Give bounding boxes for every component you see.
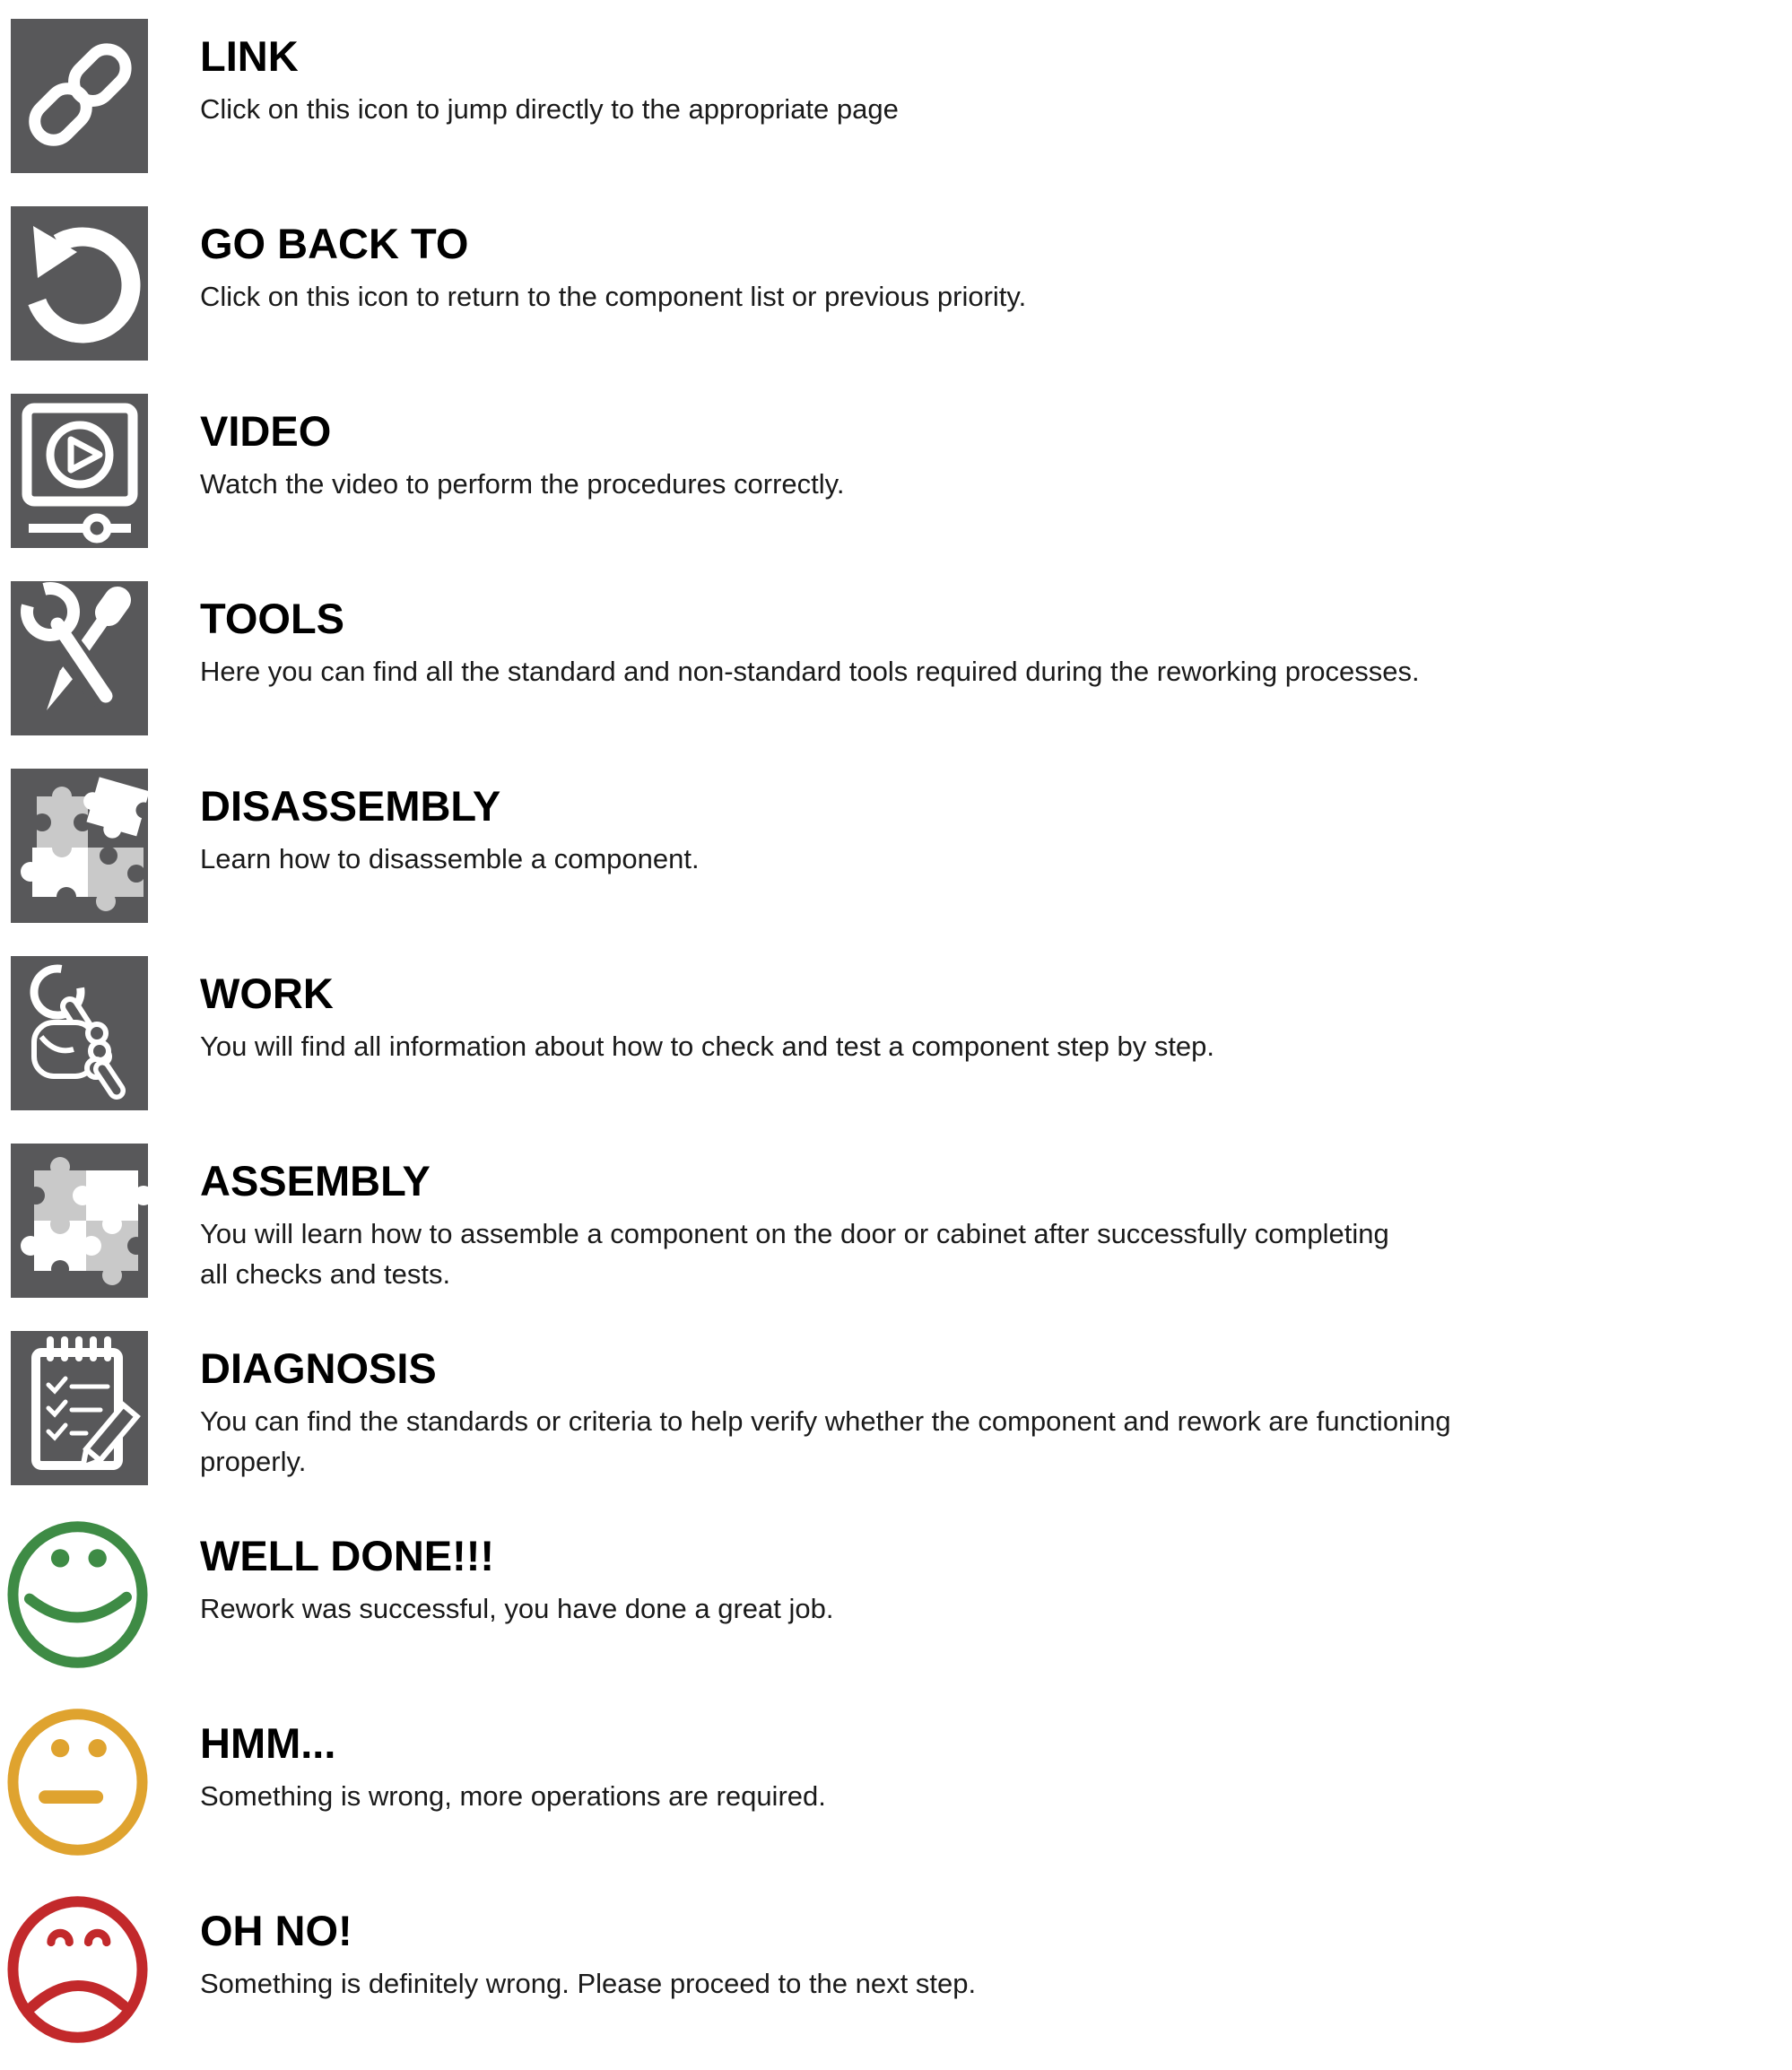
go-back-icon-tile[interactable] (11, 206, 148, 361)
smiley-happy-icon-tile (11, 1518, 148, 1673)
legend-row-link (11, 19, 1792, 173)
legend-entry-text (200, 1893, 976, 2004)
tools-icon-tile[interactable] (11, 581, 148, 735)
legend-title: HMM... (200, 1719, 336, 1767)
legend-title: GO BACK TO (200, 220, 469, 267)
legend-entry-text (200, 1331, 1451, 1482)
legend-entry-text (200, 1706, 826, 1816)
legend-entry-text (200, 19, 899, 129)
legend-desc-line: Here you can find all the standard and non-standard tools required during the reworking processes. (200, 656, 1420, 687)
legend-row-hmm (11, 1706, 1792, 1860)
legend-title: VIDEO (200, 407, 332, 455)
video-icon-tile[interactable] (11, 394, 148, 548)
legend-row-disassembly (11, 769, 1792, 923)
legend-row-diagnosis (11, 1331, 1792, 1485)
legend-title: TOOLS (200, 595, 345, 642)
legend-entry-text (200, 206, 1026, 317)
legend-desc-line: You can find the standards or criteria to help verify whether the component and rework are functioning (200, 1405, 1451, 1437)
legend-desc-line: all checks and tests. (200, 1258, 451, 1290)
legend-entry-text (200, 769, 700, 879)
go-back-icon (11, 206, 148, 361)
legend-desc-line: You will find all information about how to check and test a component step by step. (200, 1031, 1215, 1062)
diagnosis-icon (11, 1331, 148, 1485)
legend-desc-line: Something is definitely wrong. Please proceed to the next step. (200, 1968, 977, 1999)
legend-entry-text (200, 956, 1214, 1066)
legend-desc-line: You will learn how to assemble a component on the door or cabinet after successfully completing (200, 1218, 1389, 1249)
disassembly-icon-tile[interactable] (11, 769, 148, 923)
legend-desc-line: Watch the video to perform the procedures correctly. (200, 468, 845, 500)
work-icon (11, 956, 148, 1110)
smiley-neutral-icon (7, 1702, 148, 1862)
legend-desc-line: Click on this icon to return to the component list or previous priority. (200, 281, 1027, 312)
legend-row-assembly (11, 1144, 1792, 1298)
assembly-icon-tile[interactable] (11, 1144, 148, 1298)
assembly-icon (11, 1144, 148, 1298)
legend-desc-line: Rework was successful, you have done a great job. (200, 1593, 834, 1624)
link-icon-tile[interactable] (11, 19, 148, 173)
legend-desc-line: properly. (200, 1446, 307, 1477)
legend-title: ASSEMBLY (200, 1157, 431, 1205)
disassembly-icon (11, 769, 148, 923)
smiley-sad-icon (7, 1890, 148, 2049)
legend-row-well-done (11, 1518, 1792, 1673)
legend-title: WORK (200, 970, 334, 1017)
smiley-neutral-icon-tile (11, 1706, 148, 1860)
legend-title: WELL DONE!!! (200, 1532, 495, 1579)
legend-title: DISASSEMBLY (200, 782, 501, 830)
work-icon-tile[interactable] (11, 956, 148, 1110)
smiley-sad-icon-tile (11, 1893, 148, 2048)
legend-title: OH NO! (200, 1907, 352, 1954)
link-icon (11, 19, 148, 173)
legend-desc-line: Click on this icon to jump directly to the appropriate page (200, 93, 899, 125)
legend-entry-text (200, 394, 844, 504)
legend-entry-text (200, 1518, 834, 1629)
legend-row-video (11, 394, 1792, 548)
smiley-happy-icon (7, 1515, 148, 1674)
legend-desc-line: Learn how to disassemble a component. (200, 843, 700, 874)
video-icon (11, 394, 148, 548)
legend-row-go-back (11, 206, 1792, 361)
legend-entry-text (200, 1144, 1389, 1294)
legend-row-oh-no (11, 1893, 1792, 2048)
legend-title: LINK (200, 32, 299, 80)
diagnosis-icon-tile[interactable] (11, 1331, 148, 1485)
legend-row-work (11, 956, 1792, 1110)
tools-icon (11, 581, 148, 735)
legend-desc-line: Something is wrong, more operations are required. (200, 1780, 826, 1812)
legend-row-tools (11, 581, 1792, 735)
legend-entry-text (200, 581, 1420, 691)
legend-title: DIAGNOSIS (200, 1344, 437, 1392)
